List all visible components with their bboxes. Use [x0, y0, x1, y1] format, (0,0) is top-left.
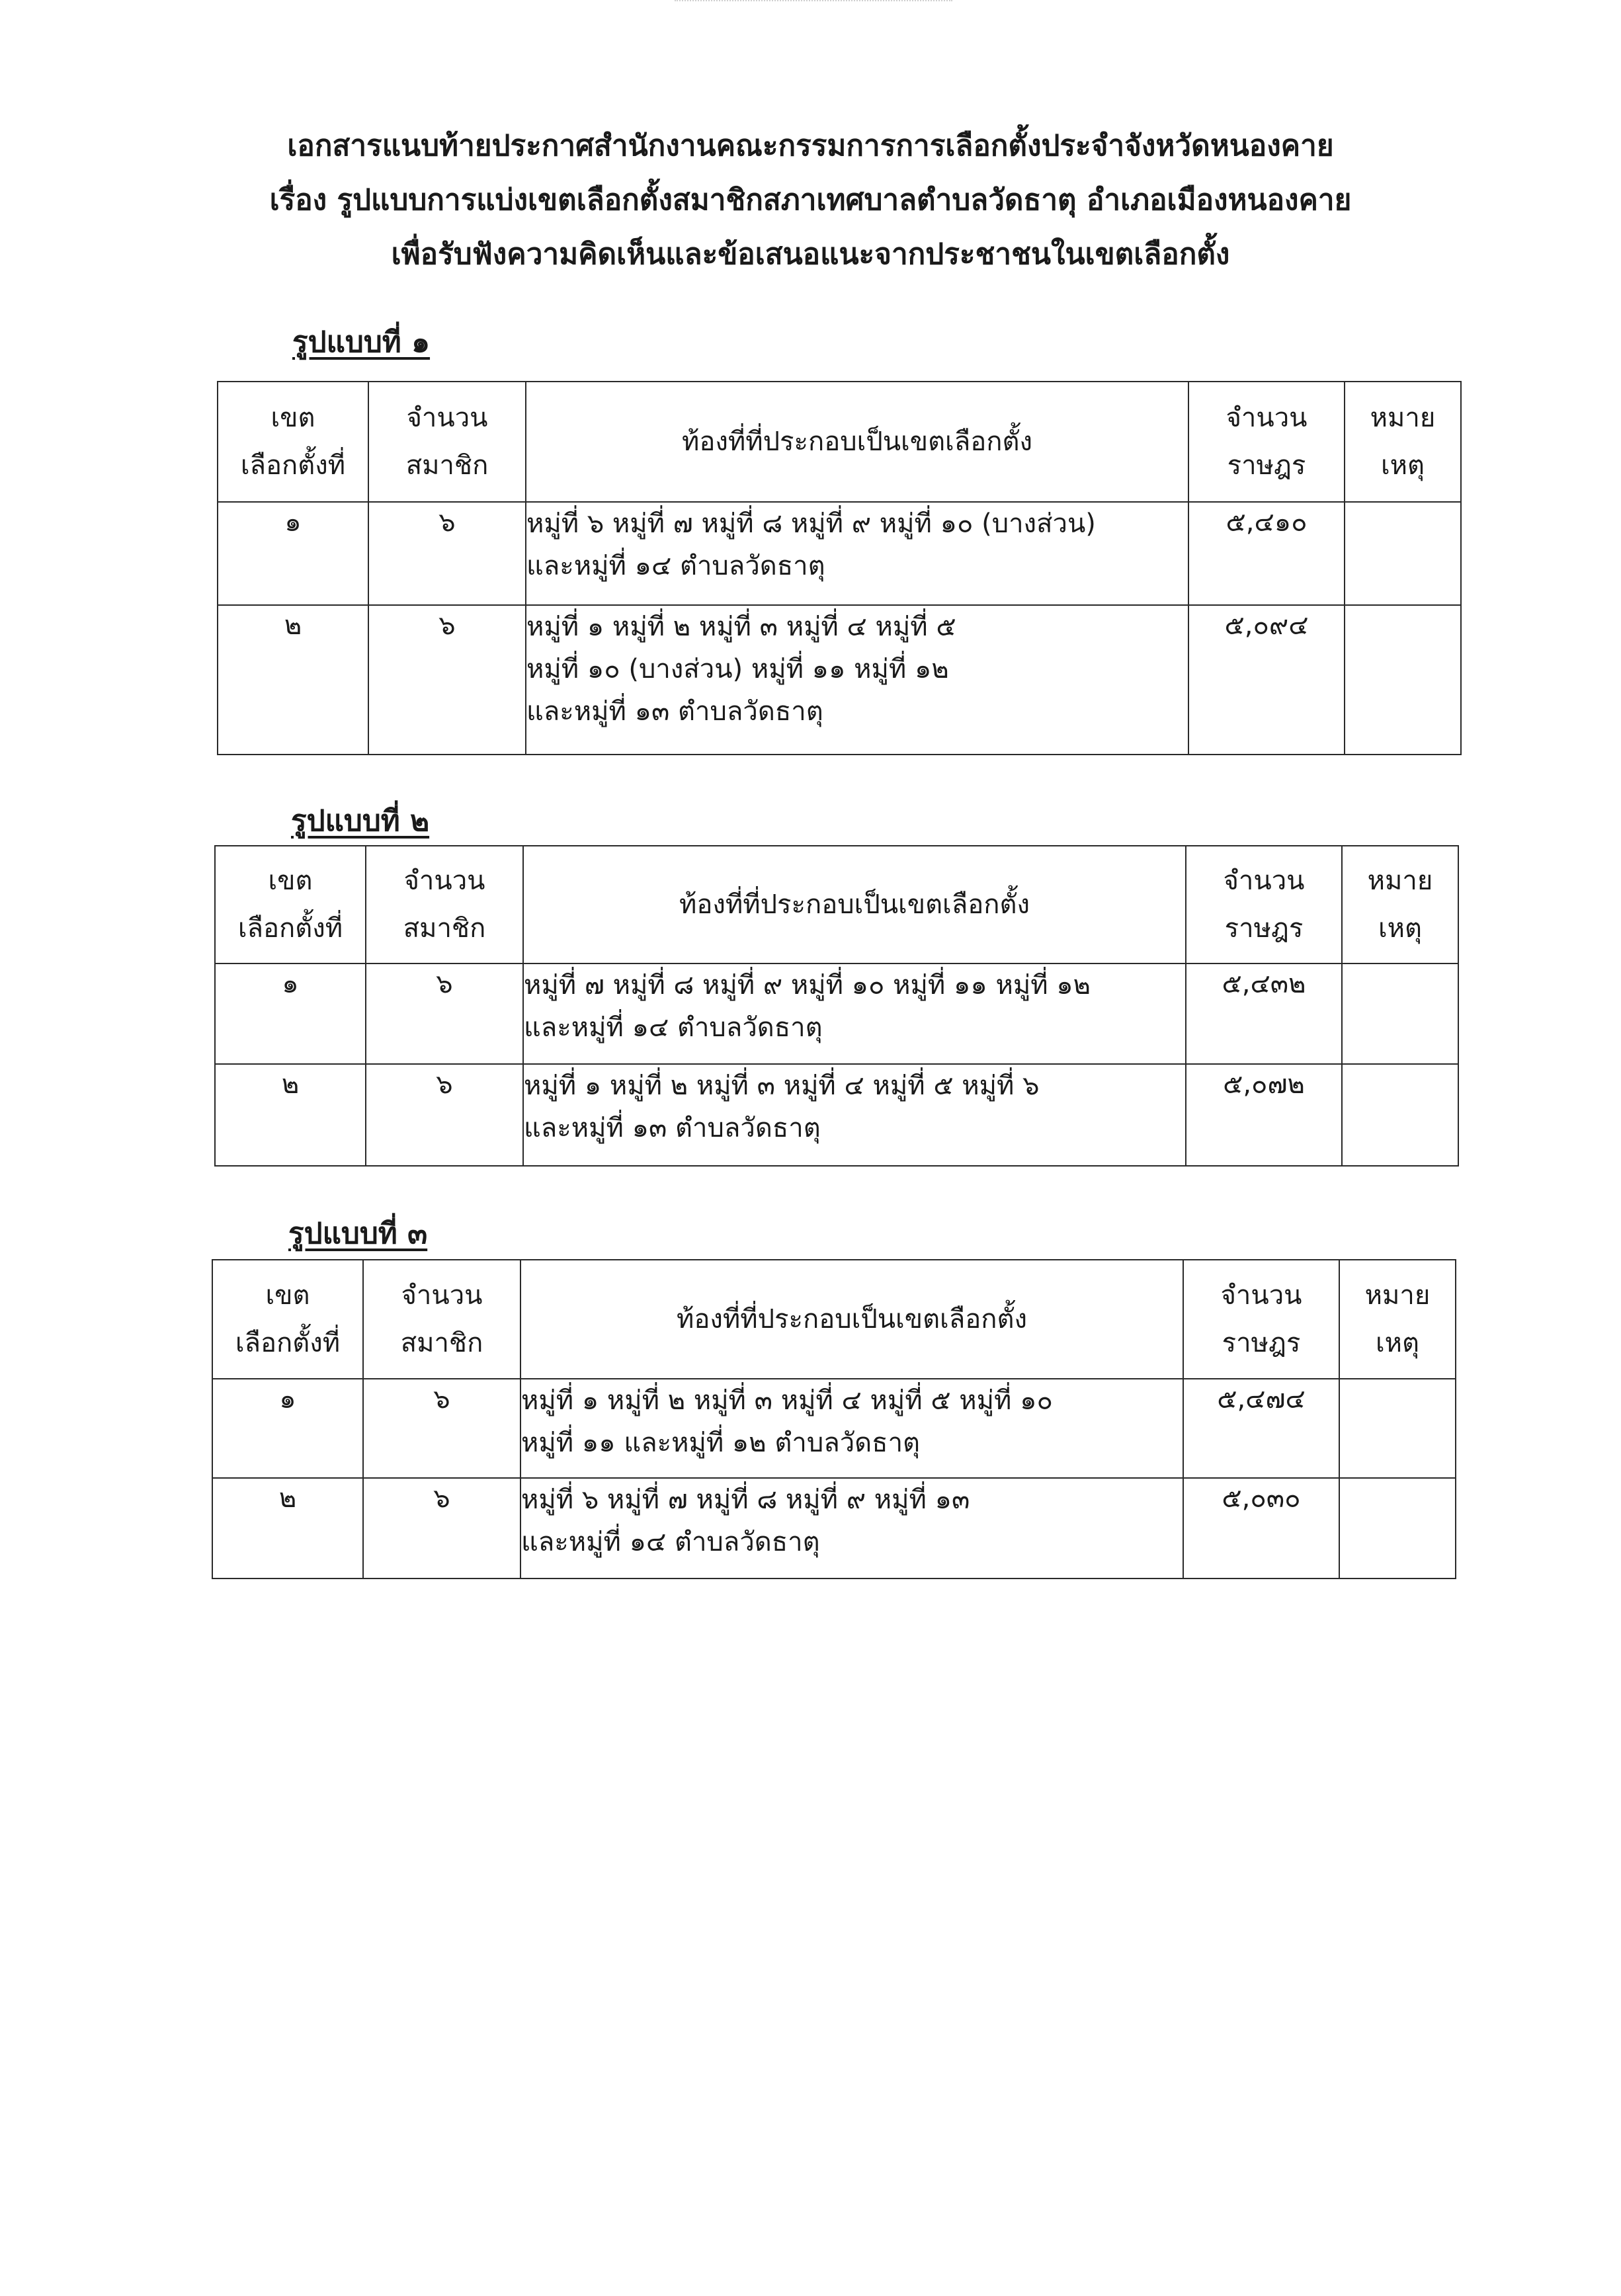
header-members: จำนวน สมาชิก [363, 1260, 520, 1379]
note-cell [1342, 1064, 1458, 1166]
header-district: เขต เลือกตั้งที่ [215, 846, 366, 964]
note-cell [1339, 1379, 1456, 1478]
population-cell: ๕,๐๗๒ [1186, 1064, 1342, 1166]
table-row [215, 964, 1458, 1064]
members-cell: ๖ [366, 964, 523, 1064]
header-district: เขต เลือกตั้งที่ [212, 1260, 363, 1379]
table-row [218, 605, 1461, 755]
header-population: จำนวน ราษฎร [1183, 1260, 1339, 1379]
heading-line-2: เรื่อง รูปแบบการแบ่งเขตเลือกตั้งสมาชิกสภาเทศบาลตำบลวัดธาตุ อำเภอเมืองหนองคาย [269, 183, 1352, 217]
document-heading [0, 119, 1621, 282]
population-cell: ๕,๐๓๐ [1183, 1478, 1339, 1578]
members-cell: ๖ [368, 502, 526, 605]
pattern-1-table [217, 381, 1462, 755]
note-cell [1339, 1478, 1456, 1578]
area-cell: หมู่ที่ ๑ หมู่ที่ ๒ หมู่ที่ ๓ หมู่ที่ ๔ หมู่ที่ ๕ หมู่ที่ ๑๐ (บางส่วน) หมู่ที่ ๑๑ หมู่ที่ ๑๒ และหมู่ที่ ๑๓ ตำบลวัดธาตุ [526, 605, 1188, 755]
header-members: จำนวน สมาชิก [368, 382, 526, 502]
table-row [215, 1064, 1458, 1166]
heading-line-3: เพื่อรับฟังความคิดเห็นและข้อเสนอแนะจากประชาชนในเขตเลือกตั้ง [391, 237, 1230, 271]
note-cell [1342, 964, 1458, 1064]
population-cell: ๕,๔๓๒ [1186, 964, 1342, 1064]
area-cell: หมู่ที่ ๖ หมู่ที่ ๗ หมู่ที่ ๘ หมู่ที่ ๙ หมู่ที่ ๑๓ และหมู่ที่ ๑๔ ตำบลวัดธาตุ [520, 1478, 1183, 1578]
header-note: หมาย เหตุ [1339, 1260, 1456, 1379]
population-cell: ๕,๔๗๔ [1183, 1379, 1339, 1478]
table-header-row [215, 846, 1458, 964]
pattern-1-title: รูปแบบที่ ๑ [292, 325, 431, 359]
table-header-row [218, 382, 1461, 502]
district-cell: ๑ [212, 1379, 363, 1478]
district-cell: ๒ [218, 605, 368, 755]
pattern-3-title: รูปแบบที่ ๓ [288, 1217, 428, 1250]
note-cell [1345, 605, 1461, 755]
area-cell: หมู่ที่ ๗ หมู่ที่ ๘ หมู่ที่ ๙ หมู่ที่ ๑๐ หมู่ที่ ๑๑ หมู่ที่ ๑๒ และหมู่ที่ ๑๔ ตำบลวัดธาตุ [523, 964, 1186, 1064]
header-population: จำนวน ราษฎร [1188, 382, 1345, 502]
heading-line-1: เอกสารแนบท้ายประกาศสำนักงานคณะกรรมการการเลือกตั้งประจำจังหวัดหนองคาย [287, 129, 1334, 163]
header-area: ท้องที่ที่ประกอบเป็นเขตเลือกตั้ง [523, 846, 1186, 964]
header-area: ท้องที่ที่ประกอบเป็นเขตเลือกตั้ง [520, 1260, 1183, 1379]
district-cell: ๒ [212, 1478, 363, 1578]
scan-artifact [675, 0, 952, 11]
pattern-2-table [214, 845, 1459, 1167]
header-note: หมาย เหตุ [1342, 846, 1458, 964]
district-cell: ๒ [215, 1064, 366, 1166]
district-cell: ๑ [218, 502, 368, 605]
area-cell: หมู่ที่ ๑ หมู่ที่ ๒ หมู่ที่ ๓ หมู่ที่ ๔ หมู่ที่ ๕ หมู่ที่ ๖ และหมู่ที่ ๑๓ ตำบลวัดธาตุ [523, 1064, 1186, 1166]
pattern-3-table [212, 1259, 1456, 1579]
table-row [212, 1379, 1456, 1478]
table-row [212, 1478, 1456, 1578]
header-population: จำนวน ราษฎร [1186, 846, 1342, 964]
district-cell: ๑ [215, 964, 366, 1064]
header-members: จำนวน สมาชิก [366, 846, 523, 964]
population-cell: ๕,๔๑๐ [1188, 502, 1345, 605]
pattern-2-title: รูปแบบที่ ๒ [291, 804, 430, 838]
header-district: เขต เลือกตั้งที่ [218, 382, 368, 502]
header-note: หมาย เหตุ [1345, 382, 1461, 502]
header-area: ท้องที่ที่ประกอบเป็นเขตเลือกตั้ง [526, 382, 1188, 502]
members-cell: ๖ [363, 1379, 520, 1478]
members-cell: ๖ [363, 1478, 520, 1578]
area-cell: หมู่ที่ ๖ หมู่ที่ ๗ หมู่ที่ ๘ หมู่ที่ ๙ หมู่ที่ ๑๐ (บางส่วน) และหมู่ที่ ๑๔ ตำบลวัดธาตุ [526, 502, 1188, 605]
members-cell: ๖ [368, 605, 526, 755]
members-cell: ๖ [366, 1064, 523, 1166]
population-cell: ๕,๐๙๔ [1188, 605, 1345, 755]
table-row [218, 502, 1461, 605]
area-cell: หมู่ที่ ๑ หมู่ที่ ๒ หมู่ที่ ๓ หมู่ที่ ๔ หมู่ที่ ๕ หมู่ที่ ๑๐ หมู่ที่ ๑๑ และหมู่ที่ ๑๒ ตำบลวัดธาตุ [520, 1379, 1183, 1478]
note-cell [1345, 502, 1461, 605]
table-header-row [212, 1260, 1456, 1379]
